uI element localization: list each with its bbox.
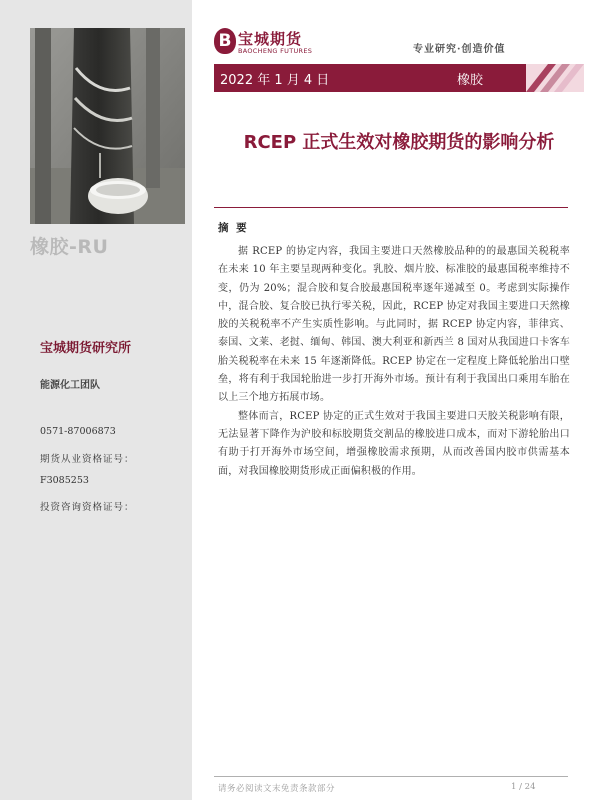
- sidebar: [0, 0, 192, 800]
- license-label: 期货从业资格证号：: [40, 454, 135, 465]
- title-divider: [214, 207, 568, 208]
- footer-divider: [214, 776, 568, 777]
- report-title: RCEP 正式生效对橡胶期货的影响分析: [243, 132, 555, 153]
- abstract-heading: 摘 要: [218, 222, 249, 234]
- team-name: 能源化工团队: [40, 380, 100, 391]
- license-number: F3085253: [40, 475, 89, 486]
- abstract-paragraph: 整体而言，RCEP 协定的正式生效对于我国主要进口天胶关税影响有限，无法显著下降作为沪胶和标胶期货交割品的橡胶进口成本，而对下游轮胎出口有助于打开海外市场空间，增强橡胶需求预期，从而改善国内胶市供需基本面，对我国橡胶期货形成正面偏积极的作用。: [218, 410, 570, 477]
- page-number: 1 / 24: [511, 782, 536, 792]
- sector-label: 橡胶-RU: [30, 236, 109, 258]
- institute-name: 宝城期货研究所: [40, 341, 132, 356]
- report-category: 橡胶: [457, 73, 484, 88]
- slogan: 专业研究·创造价值: [413, 44, 506, 55]
- rubber-tree-photo: [30, 28, 185, 224]
- company-logo: [214, 28, 324, 58]
- abstract-body: [218, 243, 570, 481]
- report-date: 2022 年 1 月 4 日: [220, 73, 330, 88]
- advisory-license-label: 投资咨询资格证号：: [40, 502, 135, 513]
- date-banner: [214, 64, 584, 92]
- footer-disclaimer: 请务必阅读文末免责条款部分: [218, 784, 336, 794]
- logo-chinese-name: 宝城期货: [238, 30, 303, 48]
- contact-phone: 0571-87006873: [40, 426, 116, 437]
- logo-mark: B: [214, 28, 236, 54]
- abstract-paragraph: 据 RCEP 的协定内容，我国主要进口天然橡胶品种的的最惠国关税税率在未来 10 年主要呈现两种变化。乳胶、烟片胶、标准胶的最惠国税率维持不变，仍为 20%；混合胶和复合胶最惠国税率逐年递减至 0。考虑到实际操作中，混合胶、复合胶已执行零关税，因此，RCEP 协定对我国主要进口天然橡胶的关税税率不产生实质性影响。与此同时，据 RCEP 协定内容，菲律宾、泰国、文莱、老挝、缅甸、韩国、澳大利亚和新西兰 8 国对从我国进口卡客车胎关税税率在未来 15 年逐渐降低。RCEP 协定在一定程度上降低轮胎出口壁垒，将有利于我国轮胎进一步打开海外市场。预计有利于我国出口乘用车胎在以上三个地方拓展市场。: [218, 246, 570, 404]
- logo-english-name: BAOCHENG FUTURES: [238, 47, 313, 55]
